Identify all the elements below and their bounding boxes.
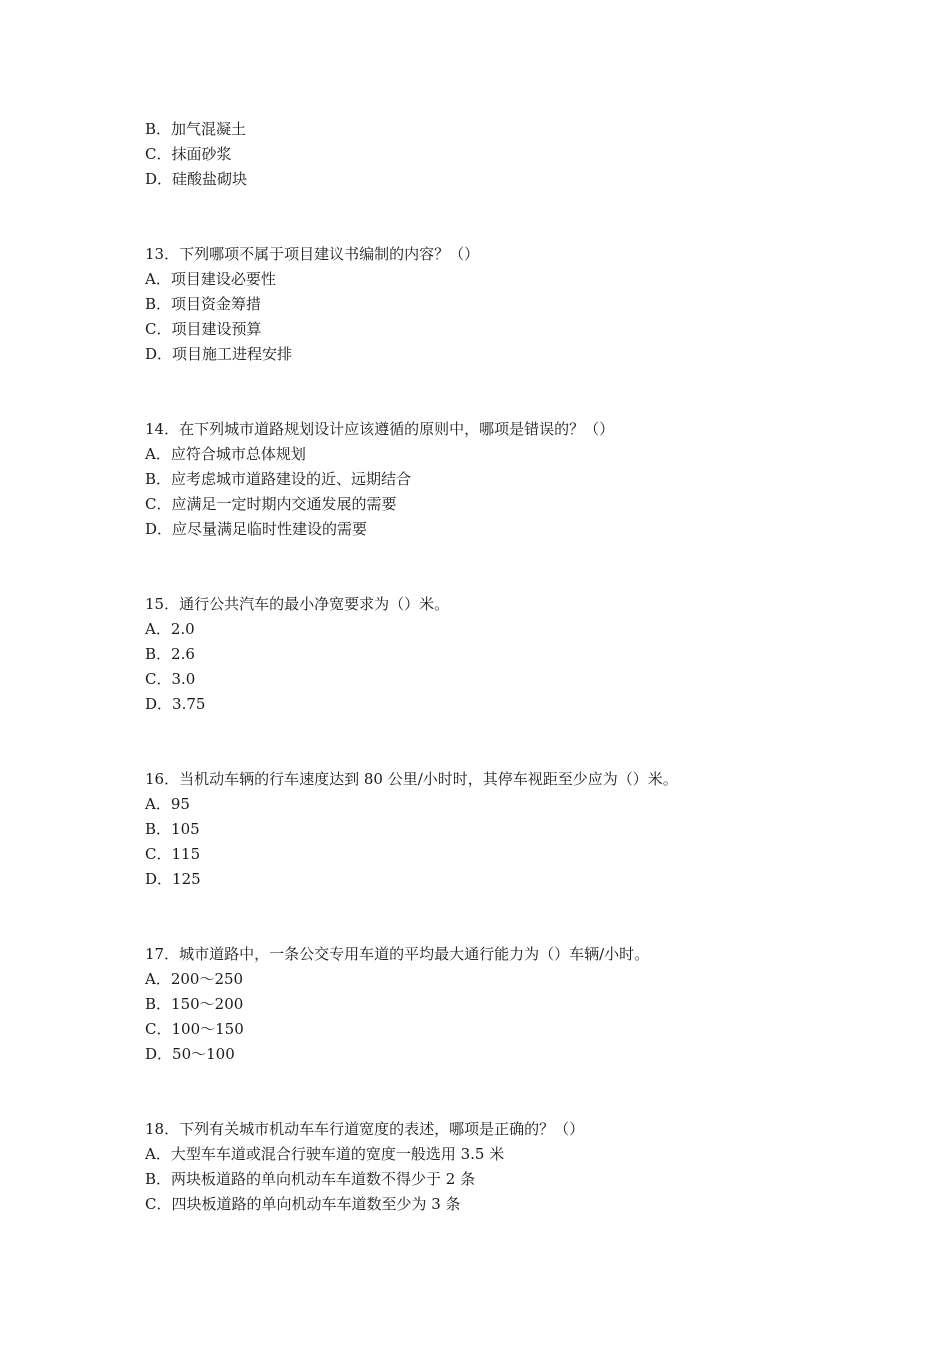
option-d: D．125 bbox=[145, 870, 201, 888]
question-18 bbox=[145, 1117, 845, 1217]
option-c: C．100～150 bbox=[145, 1020, 244, 1038]
option-c: C．115 bbox=[145, 845, 201, 863]
question-stem: 13．下列哪项不属于项目建议书编制的内容？（） bbox=[145, 245, 480, 263]
spacer bbox=[145, 717, 845, 767]
question-17 bbox=[145, 942, 845, 1067]
question-list bbox=[145, 117, 845, 1217]
option-b: B．105 bbox=[145, 820, 200, 838]
spacer bbox=[145, 192, 845, 242]
question-14 bbox=[145, 417, 845, 542]
option-a: A．95 bbox=[145, 795, 190, 813]
option-b: B．150～200 bbox=[145, 995, 244, 1013]
option-d: D．50～100 bbox=[145, 1045, 235, 1063]
option-d: D．项目施工进程安排 bbox=[145, 345, 293, 363]
option-c: C．抹面砂浆 bbox=[145, 145, 232, 163]
spacer bbox=[145, 367, 845, 417]
option-b: B．加气混凝土 bbox=[145, 120, 247, 138]
option-c: C．项目建设预算 bbox=[145, 320, 262, 338]
option-d: D．硅酸盐砌块 bbox=[145, 170, 248, 188]
option-d: D．应尽量满足临时性建设的需要 bbox=[145, 520, 368, 538]
option-a: A．2.0 bbox=[145, 620, 195, 638]
option-c: C．应满足一定时期内交通发展的需要 bbox=[145, 495, 397, 513]
spacer bbox=[145, 892, 845, 942]
option-a: A．项目建设必要性 bbox=[145, 270, 276, 288]
spacer bbox=[145, 1067, 845, 1117]
option-a: A．大型车车道或混合行驶车道的宽度一般选用 3.5 米 bbox=[145, 1145, 505, 1163]
question-12-remainder bbox=[145, 117, 845, 192]
question-13 bbox=[145, 242, 845, 367]
option-b: B．2.6 bbox=[145, 645, 195, 663]
spacer bbox=[145, 542, 845, 592]
option-b: B．项目资金筹措 bbox=[145, 295, 262, 313]
option-d: D．3.75 bbox=[145, 695, 206, 713]
option-c: C．四块板道路的单向机动车车道数至少为 3 条 bbox=[145, 1195, 461, 1213]
option-b: B．两块板道路的单向机动车车道数不得少于 2 条 bbox=[145, 1170, 476, 1188]
option-b: B．应考虑城市道路建设的近、远期结合 bbox=[145, 470, 412, 488]
question-stem: 15．通行公共汽车的最小净宽要求为（）米。 bbox=[145, 595, 450, 613]
question-16 bbox=[145, 767, 845, 892]
option-a: A．应符合城市总体规划 bbox=[145, 445, 306, 463]
question-stem: 18．下列有关城市机动车车行道宽度的表述，哪项是正确的？（） bbox=[145, 1120, 585, 1138]
question-stem: 14．在下列城市道路规划设计应该遵循的原则中，哪项是错误的？（） bbox=[145, 420, 615, 438]
option-a: A．200～250 bbox=[145, 970, 244, 988]
question-15 bbox=[145, 592, 845, 717]
question-stem: 16．当机动车辆的行车速度达到 80 公里/小时时，其停车视距至少应为（）米。 bbox=[145, 770, 678, 788]
question-stem: 17．城市道路中，一条公交专用车道的平均最大通行能力为（）车辆/小时。 bbox=[145, 945, 650, 963]
option-c: C．3.0 bbox=[145, 670, 196, 688]
